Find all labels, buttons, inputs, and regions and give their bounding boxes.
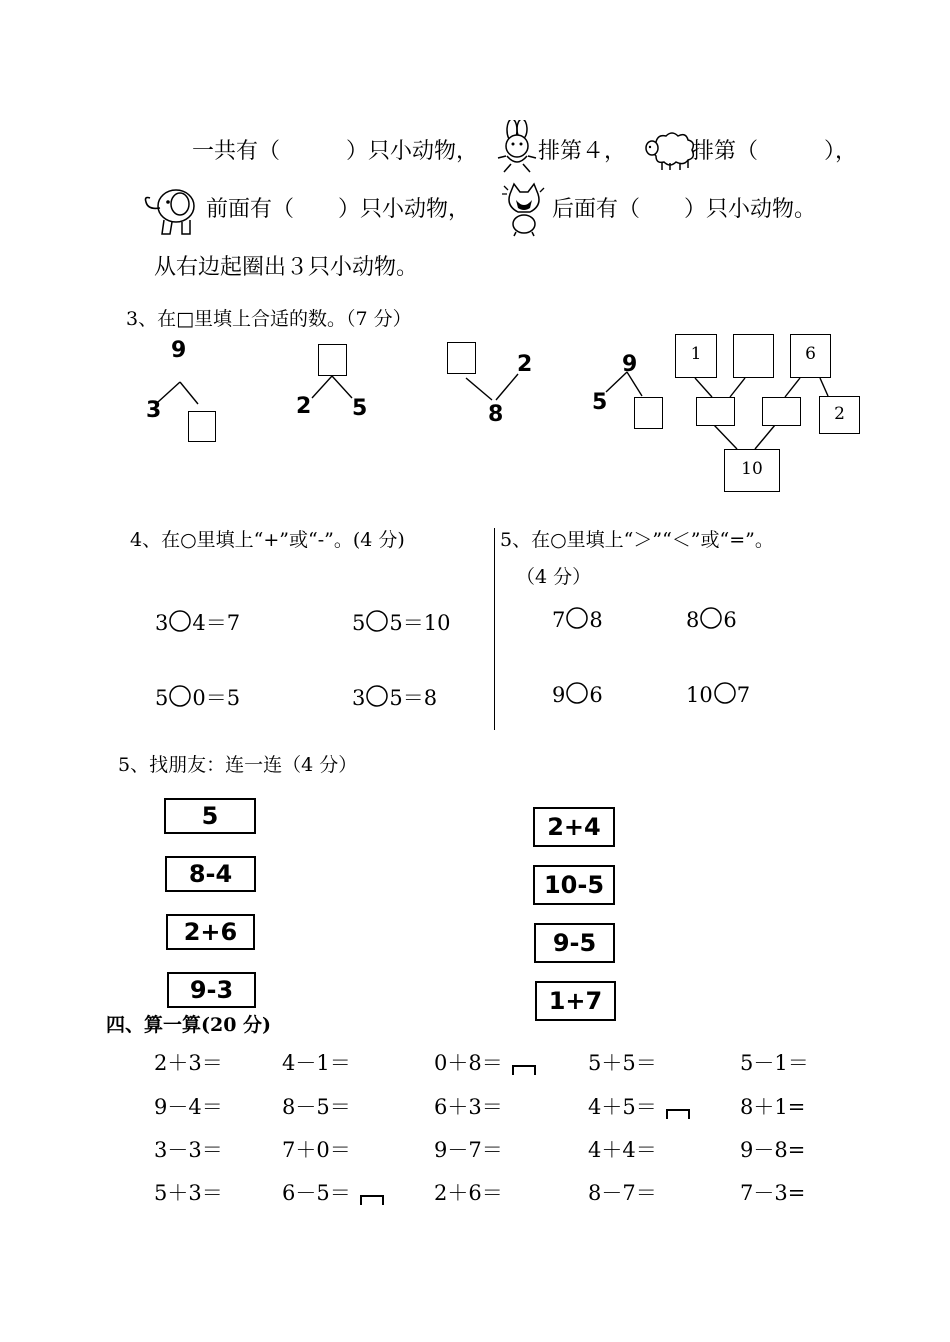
tree-lines [0,0,950,500]
circle-blank[interactable] [168,610,192,632]
plus-minus-item [352,682,437,712]
operand: 5 [352,611,366,635]
plus-minus-item [352,607,450,637]
right-card[interactable]: 2+4 [533,807,615,847]
circle-blank[interactable] [168,685,192,707]
calc-problem: 9－7＝ [434,1138,503,1162]
circle-blank[interactable] [565,682,589,704]
tree2-left: 2 [296,394,312,419]
operand: 6 [589,683,603,707]
tree3-answer-box[interactable] [447,342,476,374]
compare-item [686,607,737,632]
operand: 5 [155,686,169,710]
circle-blank[interactable] [699,607,723,629]
operand: 8 [589,608,603,632]
operand: 8 [686,608,700,632]
left-card[interactable]: 8-4 [165,856,256,892]
calc-problem: 9－8= [740,1138,806,1162]
section-four-title: 四、算一算(20 分) [106,1014,272,1036]
rabbit-rank-text: 排第４， [538,139,627,164]
operand: 4＝7 [192,611,241,635]
calc-problem: 5＋5＝ [588,1051,657,1075]
operand: 3 [352,686,366,710]
section-divider [494,528,495,730]
tree4-answer-box[interactable] [634,397,663,429]
operand: 5＝8 [389,686,438,710]
plus-minus-item [155,682,240,712]
back-count-question: 后面有（ ）只小动物。 [552,197,817,222]
circle-blank[interactable] [365,610,389,632]
calc-problem: 5＋3＝ [154,1181,223,1205]
calc-problem: 8－7＝ [588,1181,657,1205]
tree4-left: 5 [592,390,608,415]
calc-problem: 3－3＝ [154,1138,223,1162]
section-5-compare-title: 5、在○里填上“＞”“＜”或“=”。 [500,529,774,551]
compare-item [552,682,603,707]
count-question: 一共有（ ）只小动物， [192,139,479,164]
calc-problem: 8－5＝ [282,1095,351,1119]
tree1-top: 9 [171,338,187,363]
tree5-box-3: 6 [790,334,831,378]
circle-blank[interactable] [565,607,589,629]
tree4-top: 9 [622,352,638,377]
left-card[interactable]: 2+6 [166,914,255,950]
tree1-answer-box[interactable] [188,411,216,442]
section-4-title: 4、在○里填上“+”或“-”。(4 分) [130,529,405,551]
tree5-box-1: 1 [675,334,717,378]
calc-problem: 0＋8＝ [434,1051,503,1075]
operand: 3 [155,611,169,635]
calc-problem: 2＋6＝ [434,1181,503,1205]
calc-problem: 7－3= [740,1181,806,1205]
calc-problem: 4－1＝ [282,1051,351,1075]
operand: 0＝5 [192,686,241,710]
calc-problem: 8＋1= [740,1095,806,1119]
operand: 10 [686,683,713,707]
circle-blank[interactable] [713,682,737,704]
section-5-compare-score: （4 分） [516,566,592,588]
right-card[interactable]: 10-5 [533,865,615,905]
calc-problem: 4＋5＝ [588,1095,657,1119]
tree2-right: 5 [352,396,368,421]
right-card[interactable]: 1+7 [535,981,616,1021]
left-card[interactable]: 9-3 [167,972,256,1008]
answer-blank[interactable] [666,1109,690,1119]
calc-problem: 6－5＝ [282,1181,351,1205]
operand: 9 [552,683,566,707]
calc-problem: 2＋3＝ [154,1051,223,1075]
tree3-bottom: 8 [488,402,504,427]
plus-minus-item [155,607,240,637]
calc-problem: 5－1＝ [740,1051,809,1075]
compare-item [686,682,750,707]
right-card[interactable]: 9-5 [534,923,615,963]
answer-blank[interactable] [360,1195,384,1205]
circle-instruction: 从右边起圈出３只小动物。 [154,255,419,280]
calc-problem: 7＋0＝ [282,1138,351,1162]
front-count-question: 前面有（ ）只小动物， [206,197,471,222]
tree5-mid-box-1[interactable] [696,397,735,426]
operand: 7 [552,608,566,632]
answer-blank[interactable] [512,1065,536,1075]
tree2-answer-box[interactable] [318,344,347,376]
calc-problem: 6＋3＝ [434,1095,503,1119]
calc-problem: 9－4＝ [154,1095,223,1119]
tree1-left: 3 [146,398,162,423]
tree3-right: 2 [517,352,533,377]
circle-blank[interactable] [365,685,389,707]
tree5-mid-box-2[interactable] [762,397,801,426]
operand: 6 [723,608,737,632]
section-3-title: 3、在□里填上合适的数。（7 分） [126,308,412,330]
tree5-side-box: 2 [819,396,860,434]
tree5-bottom-box: 10 [724,449,780,492]
left-card[interactable]: 5 [164,798,256,834]
compare-item [552,607,603,632]
tree5-box-2[interactable] [733,334,774,378]
section-5-match-title: 5、找朋友：连一连（4 分） [118,754,358,776]
calc-problem: 4＋4＝ [588,1138,657,1162]
operand: 7 [736,683,751,707]
operand: 5＝10 [389,611,451,635]
sheep-rank-text: 排第（ ）， [692,139,858,164]
